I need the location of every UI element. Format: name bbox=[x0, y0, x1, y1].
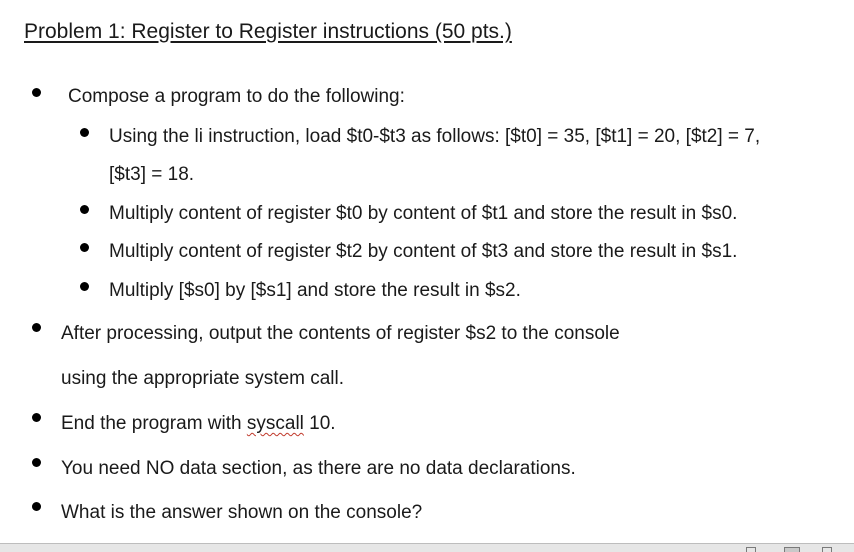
bullet-icon bbox=[80, 128, 89, 137]
spellcheck-word[interactable]: syscall bbox=[246, 413, 304, 434]
print-layout-icon[interactable] bbox=[784, 547, 800, 552]
output-text: After processing, output the contents of register $s2 to the console bbox=[61, 323, 620, 344]
data-section-text: You need NO data section, as there are no data declarations. bbox=[61, 458, 576, 479]
bullet-icon bbox=[32, 458, 41, 467]
multiply-t2-t3-text: Multiply content of register $t2 by content of $t3 and store the result in $s1. bbox=[109, 241, 738, 262]
bullet-icon bbox=[80, 243, 89, 252]
compose-text: Compose a program to do the following: bbox=[68, 86, 405, 107]
bullet-icon bbox=[32, 502, 41, 511]
bullet-icon bbox=[32, 413, 41, 422]
bullet-icon bbox=[32, 88, 41, 97]
bullet-icon bbox=[32, 323, 41, 332]
load-instruction-text: Using the li instruction, load $t0-$t3 as follows: [$t0] = 35, [$t1] = 20, [$t2] = 7, bbox=[109, 126, 761, 147]
multiply-s0-s1-text: Multiply [$s0] by [$s1] and store the result in $s2. bbox=[109, 280, 521, 301]
end-program-prefix: End the program with bbox=[61, 413, 247, 434]
bullet-icon bbox=[80, 282, 89, 291]
end-program-suffix: 10. bbox=[303, 413, 336, 434]
output-text-continued: using the appropriate system call. bbox=[61, 368, 345, 389]
web-layout-icon[interactable] bbox=[822, 547, 832, 552]
page-title: Problem 1: Register to Register instructions (50 pts.) bbox=[24, 20, 512, 43]
bullet-icon bbox=[80, 205, 89, 214]
end-program-text bbox=[61, 413, 336, 435]
load-instruction-text-continued: [$t3] = 18. bbox=[109, 164, 195, 185]
question-text: What is the answer shown on the console? bbox=[61, 502, 423, 523]
reading-mode-icon[interactable] bbox=[746, 547, 756, 552]
multiply-t0-t1-text: Multiply content of register $t0 by content of $t1 and store the result in $s0. bbox=[109, 203, 738, 224]
